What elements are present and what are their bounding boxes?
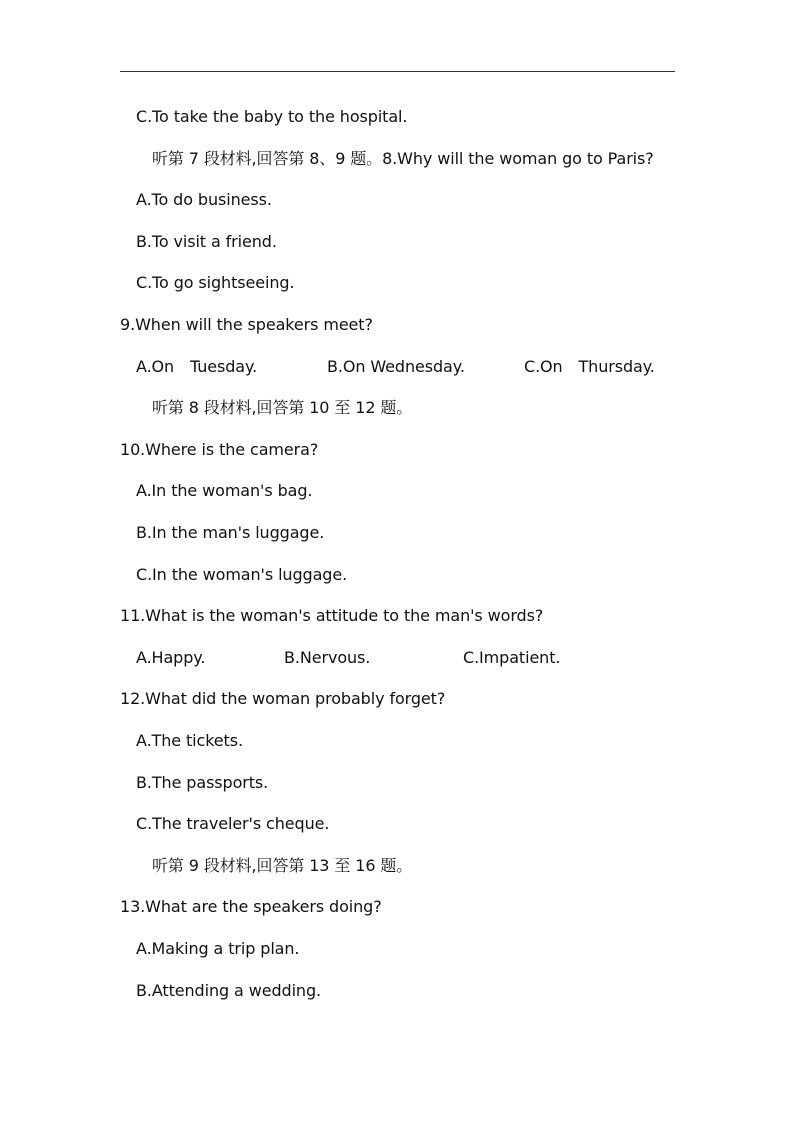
option-8b: B.To visit a friend. (136, 232, 277, 251)
option-9c: C.On Thursday. (524, 357, 655, 376)
question-11: 11.What is the woman's attitude to the man's words? (120, 606, 544, 625)
question-12: 12.What did the woman probably forget? (120, 689, 446, 708)
section-instruction-8: 听第 8 段材料,回答第 10 至 12 题。 (152, 398, 413, 417)
option-13b: B.Attending a wedding. (136, 981, 322, 1000)
option-9a: A.On Tuesday. (136, 357, 258, 376)
option-10c: C.In the woman's luggage. (136, 565, 348, 584)
option-12a: A.The tickets. (136, 731, 243, 750)
option-7c: C.To take the baby to the hospital. (136, 107, 408, 126)
option-11a: A.Happy. (136, 648, 206, 667)
option-11b: B.Nervous. (284, 648, 371, 667)
option-8c: C.To go sightseeing. (136, 273, 295, 292)
option-10a: A.In the woman's bag. (136, 481, 313, 500)
section-instruction-9: 听第 9 段材料,回答第 13 至 16 题。 (152, 856, 413, 875)
option-13a: A.Making a trip plan. (136, 939, 300, 958)
option-9b: B.On Wednesday. (327, 357, 465, 376)
question-9: 9.When will the speakers meet? (120, 315, 373, 334)
option-8a: A.To do business. (136, 190, 272, 209)
option-12c: C.The traveler's cheque. (136, 814, 330, 833)
question-10: 10.Where is the camera? (120, 440, 319, 459)
option-10b: B.In the man's luggage. (136, 523, 325, 542)
option-11c: C.Impatient. (463, 648, 561, 667)
question-13: 13.What are the speakers doing? (120, 897, 382, 916)
page-header-rule (120, 71, 675, 72)
section-instruction-7: 听第 7 段材料,回答第 8、9 题。8.Why will the woman go to Paris? (152, 149, 654, 168)
option-12b: B.The passports. (136, 773, 269, 792)
